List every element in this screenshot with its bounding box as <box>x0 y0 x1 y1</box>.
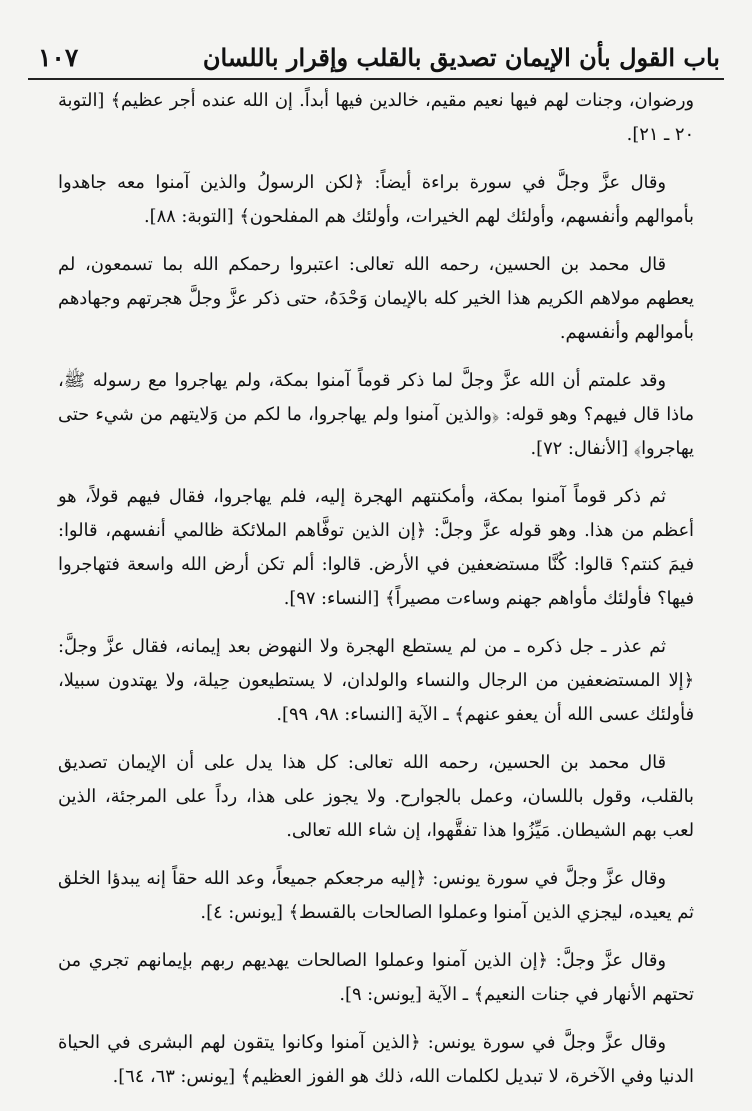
paragraph-4: وقد علمتم أن الله عزَّ وجلَّ لما ذكر قوماً آمنوا بمكة، ولم يهاجروا مع رسوله ﷺ، ماذا قال فيهم؟ وهو قوله: ﴿والذين آمنوا ولم يهاجروا، ما لكم من وَلايتهم من شيء حتى يهاجروا﴾ [الأنفال: ٧٢]. <box>58 370 694 459</box>
header-divider <box>28 78 724 80</box>
paragraph-6: ثم عذر ـ جل ذكره ـ من لم يستطع الهجرة ولا النهوض بعد إيمانه، فقال عزَّ وجلَّ: ﴿إلا المستضعفين من الرجال والنساء والولدان، لا يستطيعون حِيلة، ولا يهتدون سبيلا، فأولئك عسى الله أن يعفو عنهم﴾ ـ الآية [النساء: ٩٨، ٩٩]. <box>58 636 694 725</box>
paragraph-8: وقال عزَّ وجلَّ في سورة يونس: ﴿إليه مرجعكم جميعاً، وعد الله حقاً إنه يبدؤا الخلق ثم يعيده، ليجزي الذين آمنوا وعملوا الصالحات بالقسط﴾ [يونس: ٤]. <box>58 868 694 923</box>
page-number: ١٠٧ <box>38 43 79 72</box>
paragraph-3: قال محمد بن الحسين، رحمه الله تعالى: اعتبروا رحمكم الله بما تسمعون، لم يعطهم مولاهم الكريم هذا الخير كله بالإيمان وَحْدَهُ، حتى ذكر عزَّ وجلَّ هجرتهم وجهادهم بأموالهم وأنفسهم. <box>58 254 694 343</box>
paragraph-7: قال محمد بن الحسين، رحمه الله تعالى: كل هذا يدل على أن الإيمان تصديق بالقلب، وقول باللسان، وعمل بالجوارح. ولا يجوز على هذا، رداً على المرجئة، الذين لعب بهم الشيطان. مَيِّزُوا هذا تفقَّهوا، إن شاء الله تعالى. <box>58 752 694 841</box>
paragraph-1: ورضوان، وجنات لهم فيها نعيم مقيم، خالدين فيها أبداً. إن الله عنده أجر عظيم﴾ [التوبة ٢٠ ـ ٢١]. <box>58 90 694 145</box>
page-header <box>28 28 724 76</box>
paragraph-9: وقال عزَّ وجلَّ: ﴿إن الذين آمنوا وعملوا الصالحات يهديهم ربهم بإيمانهم تجري من تحتهم الأنهار في جنات النعيم﴾ ـ الآية [يونس: ٩]. <box>58 950 694 1005</box>
paragraph-10: وقال عزَّ وجلَّ في سورة يونس: ﴿الذين آمنوا وكانوا يتقون لهم البشرى في الحياة الدنيا وفي الآخرة، لا تبديل لكلمات الله، ذلك هو الفوز العظيم﴾ [يونس: ٦٣، ٦٤]. <box>58 1032 694 1087</box>
running-title: باب القول بأن الإيمان تصديق بالقلب وإقرار باللسان <box>202 43 720 72</box>
paragraph-5: ثم ذكر قوماً آمنوا بمكة، وأمكنتهم الهجرة إليه، فلم يهاجروا، فقال فيهم قولاً، هو أعظم من هذا. وهو قوله عزَّ وجلَّ: ﴿إن الذين توفَّاهم الملائكة ظالمي أنفسهم، قالوا: فيمَ كنتم؟ قالوا: كُنَّا مستضعفين في الأرض. قالوا: ألم تكن أرض الله واسعة فتهاجروا فيها؟ فأولئك مأواهم جهنم وساءت مصيراً﴾ [النساء: ٩٧]. <box>58 486 694 609</box>
page-body <box>58 84 694 1108</box>
paragraph-2: وقال عزَّ وجلَّ في سورة براءة أيضاً: ﴿لكن الرسولُ والذين آمنوا معه جاهدوا بأموالهم وأنفسهم، وأولئك لهم الخيرات، وأولئك هم المفلحون﴾ [التوبة: ٨٨]. <box>58 172 694 227</box>
